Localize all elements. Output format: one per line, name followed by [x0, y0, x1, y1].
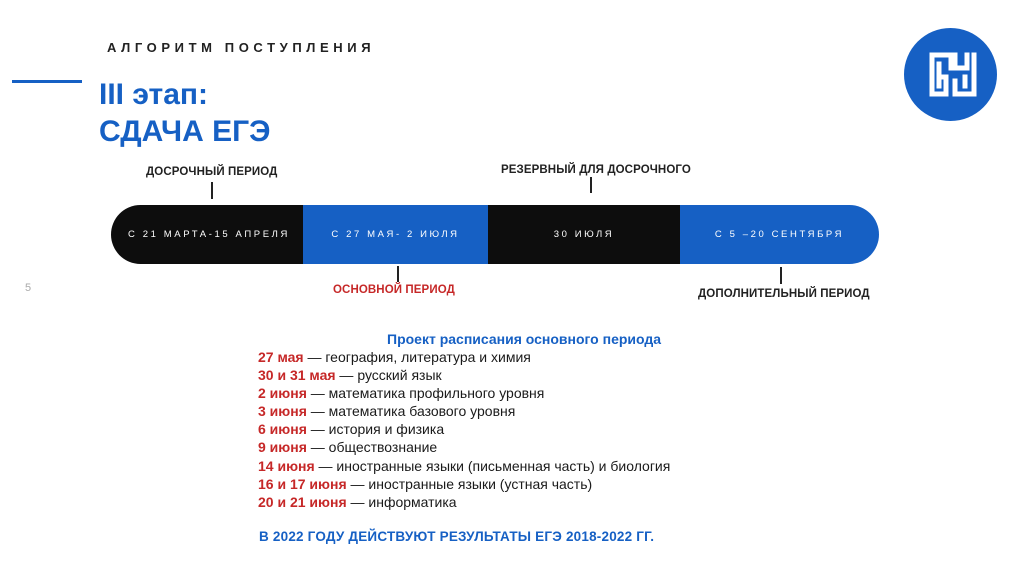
stage-heading-line2: СДАЧА ЕГЭ: [99, 115, 271, 148]
footer-note: В 2022 ГОДУ ДЕЙСТВУЮТ РЕЗУЛЬТАТЫ ЕГЭ 2018-2022 ГГ.: [259, 529, 655, 544]
timeline-segment-main: С 27 МАЯ- 2 ИЮЛЯ: [303, 205, 488, 264]
schedule-item: [258, 384, 670, 402]
schedule-subjects: — математика профильного уровня: [306, 385, 545, 402]
timeline-segment-additional: С 5 –20 СЕНТЯБРЯ: [680, 205, 879, 264]
schedule-item: [258, 348, 670, 366]
timeline-segment-early: С 21 МАРТА-15 АПРЕЛЯ: [111, 205, 307, 264]
additional-period-label: ДОПОЛНИТЕЛЬНЫЙ ПЕРИОД: [698, 288, 870, 300]
stage-heading: [99, 76, 270, 150]
schedule-date: 3 июня: [258, 403, 307, 420]
schedule-date: 16 и 17 июня: [258, 475, 347, 492]
schedule-subjects: — история и физика: [306, 421, 445, 438]
schedule-title: Проект расписания основного периода: [387, 331, 662, 347]
schedule-subjects: — иностранные языки (письменная часть) и биология: [314, 457, 671, 474]
schedule-subjects: — иностранные языки (устная часть): [346, 475, 593, 492]
stage-heading-line1: III этап:: [99, 78, 208, 111]
timeline-segment-reserve: 30 ИЮЛЯ: [488, 205, 680, 264]
schedule-subjects: — география, литература и химия: [303, 349, 531, 365]
university-logo-icon: [904, 28, 997, 121]
schedule-subjects: — обществознание: [306, 439, 438, 456]
early-period-tick: [211, 182, 213, 199]
section-title: АЛГОРИТМ ПОСТУПЛЕНИЯ: [107, 40, 376, 55]
schedule-list: [258, 348, 670, 511]
schedule-date: 9 июня: [258, 439, 307, 456]
timeline-bar: [111, 205, 879, 264]
accent-divider: [12, 80, 82, 83]
additional-period-tick: [780, 267, 782, 284]
schedule-item: [258, 475, 670, 493]
schedule-date: 30 и 31 мая: [258, 367, 336, 384]
schedule-subjects: — математика базового уровня: [306, 403, 516, 420]
schedule-item: [258, 493, 670, 511]
schedule-date: 6 июня: [258, 421, 307, 438]
schedule-subjects: — информатика: [346, 493, 457, 510]
slide-number: 5: [25, 282, 32, 294]
schedule-subjects: — русский язык: [335, 367, 442, 384]
schedule-item: [258, 420, 670, 438]
schedule-item: [258, 366, 670, 384]
early-period-label: ДОСРОЧНЫЙ ПЕРИОД: [146, 166, 278, 178]
schedule-item: [258, 457, 670, 475]
schedule-date: 20 и 21 июня: [258, 493, 347, 510]
main-period-tick: [397, 266, 399, 282]
schedule-date: 2 июня: [258, 385, 307, 402]
schedule-item: [258, 438, 670, 456]
schedule-date: 14 июня: [258, 457, 315, 474]
main-period-label: ОСНОВНОЙ ПЕРИОД: [333, 284, 455, 296]
schedule-date: 27 мая: [258, 349, 304, 365]
reserve-early-label: РЕЗЕРВНЫЙ ДЛЯ ДОСРОЧНОГО: [501, 164, 691, 176]
schedule-item: [258, 402, 670, 420]
reserve-early-tick: [590, 177, 592, 193]
